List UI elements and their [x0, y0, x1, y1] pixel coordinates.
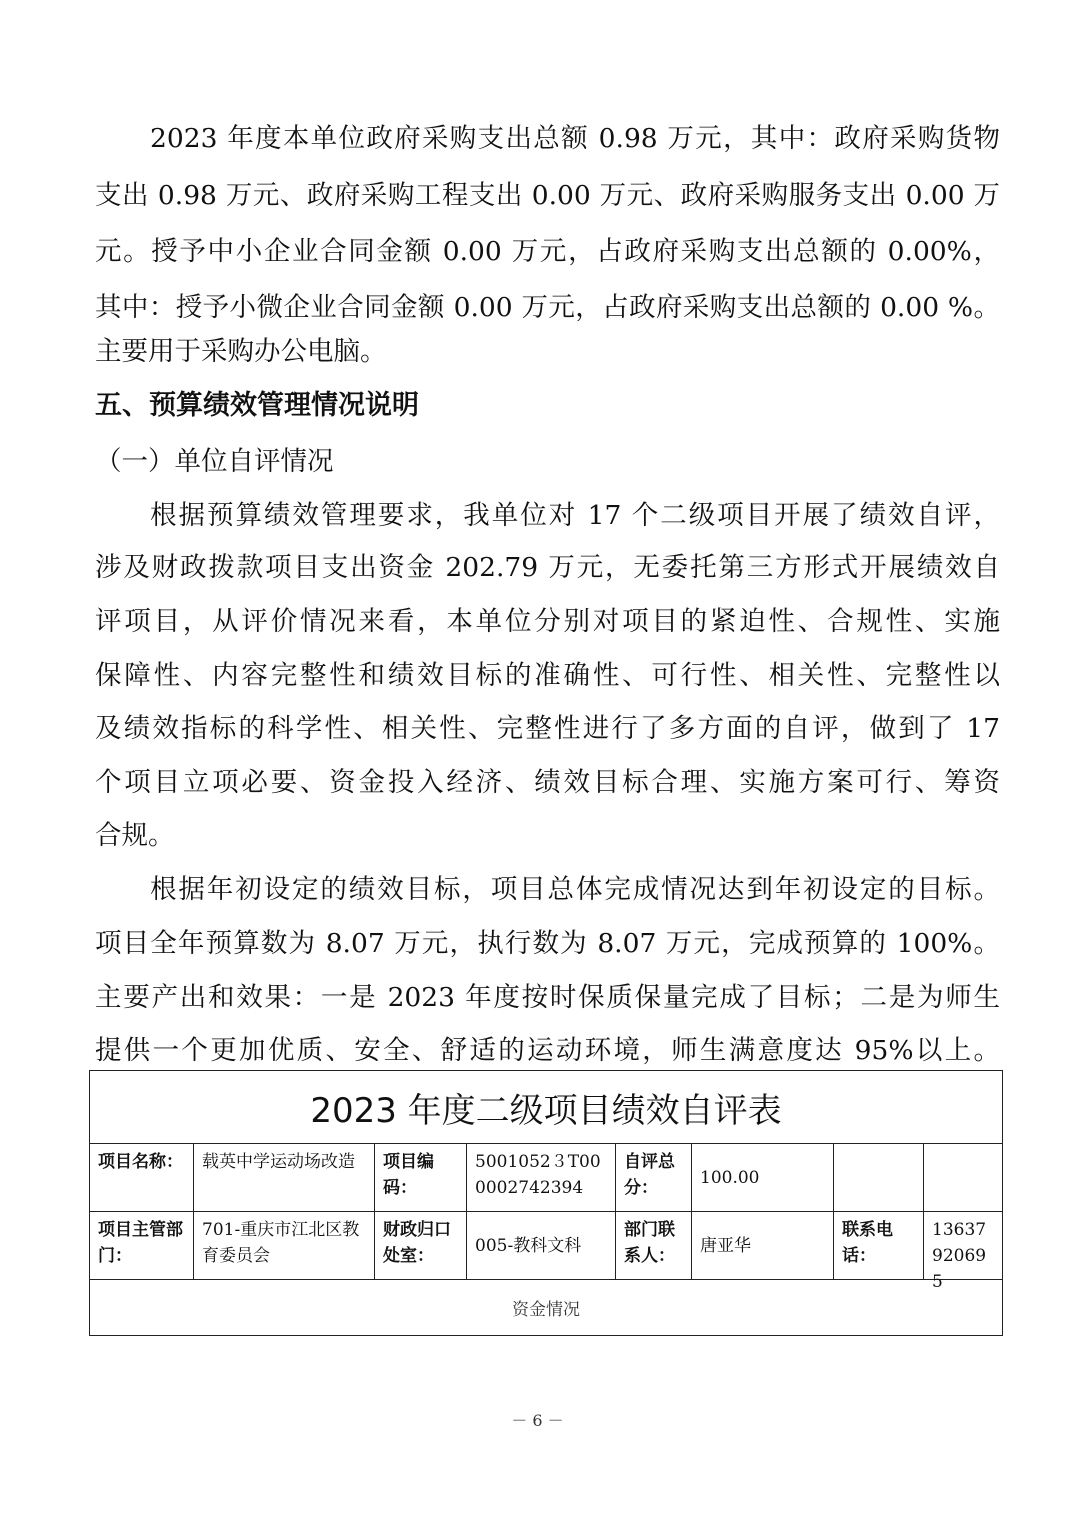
paragraph-line: 涉及财政拨款项目支出资金 202.79 万元，无委托第三方形式开展绩效自: [95, 552, 1000, 583]
paragraph-line: 主要用于采购办公电脑。: [95, 336, 387, 367]
dept-label: 项目主管部门：: [90, 1212, 194, 1280]
project-code-label: 项目编码：: [375, 1144, 467, 1212]
paragraph-line: 及绩效指标的科学性、相关性、完整性进行了多方面的自评，做到了 17: [95, 713, 1000, 744]
paragraph-line: 保障性、内容完整性和绩效目标的准确性、可行性、相关性、完整性以: [95, 660, 1000, 691]
empty-cell: [834, 1144, 924, 1212]
contact-value: 唐亚华: [692, 1212, 834, 1280]
phone-label: 联系电话：: [834, 1212, 924, 1280]
section-heading: 五、预算绩效管理情况说明: [95, 390, 419, 421]
table-title: 2023 年度二级项目绩效自评表: [90, 1071, 1002, 1144]
office-value: 005-教科文科: [467, 1212, 616, 1280]
paragraph-line: 项目全年预算数为 8.07 万元，执行数为 8.07 万元，完成预算的 100%。: [95, 928, 1000, 959]
self-evaluation-table: [89, 1070, 1003, 1336]
contact-label: 部门联系人：: [616, 1212, 692, 1280]
paragraph-line: 提供一个更加优质、安全、舒适的运动环境，师生满意度达 95%以上。: [95, 1035, 1000, 1066]
project-code-value: 5001052３T000002742394: [467, 1144, 616, 1212]
paragraph-line: 个项目立项必要、资金投入经济、绩效目标合理、实施方案可行、筹资: [95, 767, 1000, 798]
score-value: 100.00: [692, 1144, 834, 1212]
office-label: 财政归口处室：: [375, 1212, 467, 1280]
dept-value: 701-重庆市江北区教育委员会: [194, 1212, 375, 1280]
paragraph-line: 评项目，从评价情况来看，本单位分别对项目的紧迫性、合规性、实施: [95, 606, 1000, 637]
paragraph-line: 其中：授予小微企业合同金额 0.00 万元，占政府采购支出总额的 0.00 %。: [95, 292, 1000, 323]
paragraph-line: 主要产出和效果：一是 2023 年度按时保质保量完成了目标；二是为师生: [95, 982, 1000, 1013]
paragraph-line: 支出 0.98 万元、政府采购工程支出 0.00 万元、政府采购服务支出 0.00 万: [95, 180, 1000, 211]
paragraph-line: 根据预算绩效管理要求，我单位对 17 个二级项目开展了绩效自评，: [150, 500, 1000, 531]
phone-value: 13637920695: [924, 1212, 1002, 1280]
paragraph-line: 2023 年度本单位政府采购支出总额 0.98 万元，其中：政府采购货物: [150, 123, 1000, 154]
project-name-label: 项目名称：: [90, 1144, 194, 1212]
subsection-heading: （一）单位自评情况: [95, 446, 334, 477]
paragraph-line: 元。授予中小企业合同金额 0.00 万元，占政府采购支出总额的 0.00%，: [95, 236, 1000, 267]
score-label: 自评总分：: [616, 1144, 692, 1212]
empty-cell: [924, 1144, 1002, 1212]
paragraph-line: 根据年初设定的绩效目标，项目总体完成情况达到年初设定的目标。: [150, 874, 1000, 905]
page-number: － 6 －: [511, 1411, 564, 1430]
project-name-value: 载英中学运动场改造: [194, 1144, 375, 1212]
funds-section-label: 资金情况: [512, 1299, 580, 1320]
paragraph-line: 合规。: [95, 820, 175, 851]
